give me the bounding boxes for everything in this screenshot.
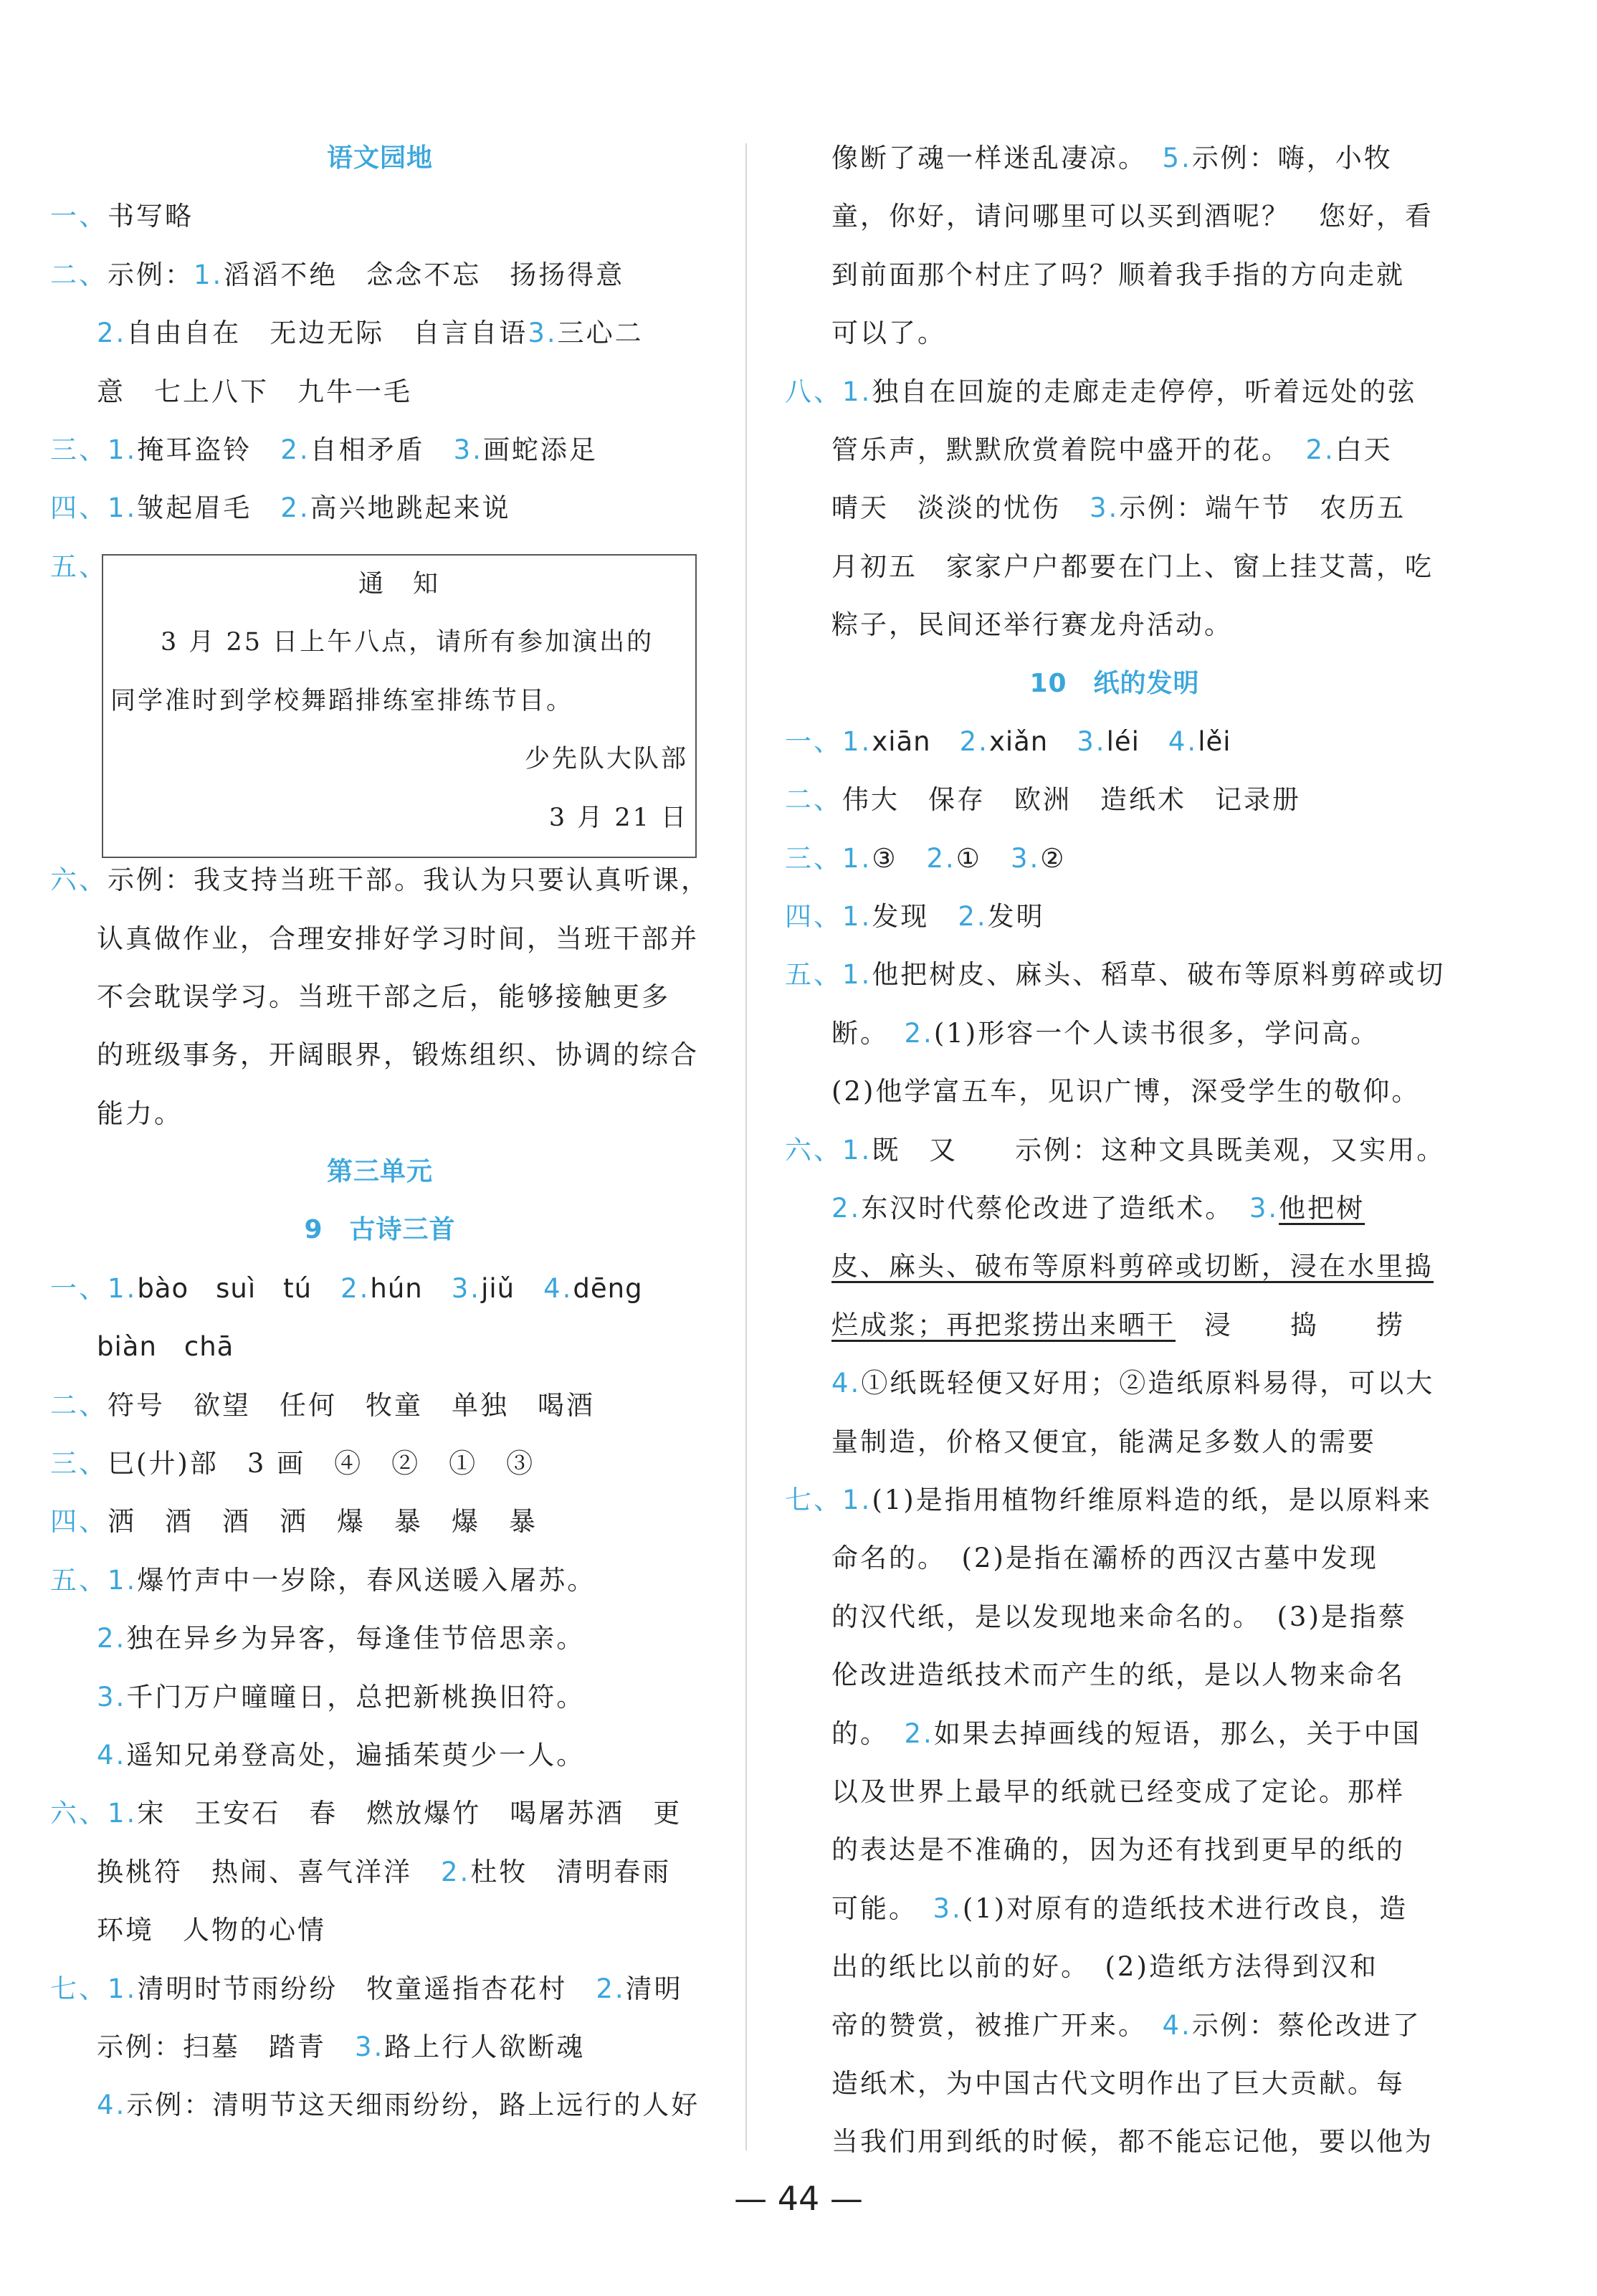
answer-line: 五、1.他把树皮、麻头、稻草、破布等原料剪碎或切	[785, 959, 1446, 991]
answer-line: 五、	[50, 551, 108, 582]
answer-line: 八、1.独自在回旋的走廊走走停停，听着远处的弦	[785, 376, 1417, 407]
answer-line: 一、1.xiān 2.xiǎn 3.léi 4.lěi	[785, 725, 1231, 757]
answer-line: 晴天 淡淡的忧伤 3.示例：端午节 农历五	[831, 492, 1406, 524]
answer-line: 三、1.③ 2.① 3.②	[785, 842, 1067, 874]
right-column	[785, 129, 1444, 2171]
answer-line: 的表达是不准确的，因为还有找到更早的纸的	[831, 1834, 1405, 1866]
lesson-title: 9 古诗三首	[304, 1215, 456, 1245]
answer-line: 能力。	[97, 1097, 183, 1129]
answer-line: 童，你好，请问哪里可以买到酒呢？ 您好，看	[831, 201, 1434, 232]
answer-line: 七、1.清明时节雨纷纷 牧童遥指杏花村 2.清明	[50, 1973, 683, 2004]
answer-line: 4.①纸既轻便又好用；②造纸原料易得，可以大	[831, 1368, 1435, 1399]
answer-line: (2)他学富五车，见识广博，深受学生的敬仰。	[831, 1076, 1421, 1107]
answer-line: 六、1.宋 王安石 春 燃放爆竹 喝屠苏酒 更	[50, 1798, 682, 1829]
lesson-title: 10 纸的发明	[1029, 668, 1200, 698]
notice-signer: 少先队大队部	[524, 745, 688, 774]
answer-line: 换桃符 热闹、喜气洋洋 2.杜牧 清明春雨	[97, 1856, 672, 1887]
answer-line: 四、1.皱起眉毛 2.高兴地跳起来说	[50, 492, 511, 524]
notice-body: 同学准时到学校舞蹈排练室排练节目。	[110, 686, 574, 715]
answer-line: 到前面那个村庄了吗？顺着我手指的方向走就	[831, 259, 1405, 290]
answer-line: 六、示例：我支持当班干部。我认为只要认真听课，	[50, 864, 710, 896]
answer-line: 意 七上八下 九牛一毛	[97, 376, 412, 407]
answer-line: 四、1.发现 2.发明	[785, 901, 1045, 933]
answer-line: 认真做作业，合理安排好学习时间，当班干部并	[97, 923, 699, 954]
answer-line: 六、1.既 又 示例：这种文具既美观，又实用。	[785, 1134, 1446, 1166]
answer-line: 烂成浆；再把浆捞出来晒干 浸 捣 捞	[831, 1309, 1405, 1340]
answer-line: 一、书写略	[50, 201, 194, 232]
answer-line: 2.东汉时代蔡伦改进了造纸术。 3.他把树	[831, 1193, 1365, 1224]
answer-line: 断。 2.(1)形容一个人读书很多，学问高。	[831, 1017, 1380, 1049]
answer-line: 可以了。	[831, 318, 946, 349]
answer-line: 以及世界上最早的纸就已经变成了定论。那样	[831, 1776, 1405, 1807]
answer-line: 七、1.(1)是指用植物纤维原料造的纸，是以原料来	[785, 1484, 1432, 1515]
section-title: 语文园地	[326, 143, 433, 173]
unit-title: 第三单元	[326, 1157, 433, 1187]
left-column	[50, 129, 710, 2135]
answer-line: 粽子，民间还举行赛龙舟活动。	[831, 609, 1233, 641]
answer-line: 环境 人物的心情	[97, 1915, 326, 1946]
answer-line: 伦改进造纸技术而产生的纸，是以人物来命名	[831, 1659, 1405, 1691]
answer-line: 二、符号 欲望 任何 牧童 单独 喝酒	[50, 1389, 595, 1421]
answer-line: 四、洒 酒 酒 洒 爆 暴 爆 暴	[50, 1506, 538, 1538]
answer-line: 月初五 家家户户都要在门上、窗上挂艾蒿，吃	[831, 551, 1434, 582]
answer-line: 2.自由自在 无边无际 自言自语3.三心二	[97, 318, 644, 349]
answer-line: 示例：扫墓 踏青 3.路上行人欲断魂	[97, 2031, 586, 2062]
answer-line: 管乐声，默默欣赏着院中盛开的花。 2.白天	[831, 434, 1393, 465]
answer-line: 三、1.掩耳盗铃 2.自相矛盾 3.画蛇添足	[50, 434, 598, 465]
answer-line: biàn chā	[97, 1331, 234, 1363]
answer-line: 的汉代纸，是以发现地来命名的。 (3)是指蔡	[831, 1601, 1407, 1632]
answer-line: 出的纸比以前的好。 (2)造纸方法得到汉和	[831, 1951, 1378, 1983]
answer-line: 一、1.bào suì tú 2.hún 3.jiǔ 4.dēng	[50, 1272, 643, 1304]
answer-line: 帝的赞赏，被推广开来。 4.示例：蔡伦改进了	[831, 2009, 1421, 2041]
answer-line: 三、巳(廾)部 3 画 ④ ② ① ③	[50, 1448, 535, 1480]
answer-line: 可能。 3.(1)对原有的造纸技术进行改良，造	[831, 1892, 1408, 1924]
answer-line: 4.遥知兄弟登高处，遍插茱萸少一人。	[97, 1739, 586, 1771]
answer-line: 皮、麻头、破布等原料剪碎或切断，浸在水里捣	[831, 1251, 1434, 1282]
answer-line: 2.独在异乡为异客，每逢佳节倍思亲。	[97, 1623, 586, 1654]
answer-line: 当我们用到纸的时候，都不能忘记他，要以他为	[831, 2126, 1434, 2158]
answer-line: 3.千门万户曈曈日，总把新桃换旧符。	[97, 1681, 586, 1713]
answer-line: 命名的。 (2)是指在灞桥的西汉古墓中发现	[831, 1543, 1378, 1574]
column-divider	[745, 143, 747, 2150]
answer-line: 量制造，价格又便宜，能满足多数人的需要	[831, 1426, 1376, 1457]
page-number: — 44 —	[734, 2179, 863, 2218]
notice-title: 通 知	[358, 570, 440, 599]
notice-date: 3 月 21 日	[548, 803, 688, 832]
notice-body: 3 月 25 日上午八点，请所有参加演出的	[161, 628, 654, 657]
answer-line: 二、示例：1.滔滔不绝 念念不忘 扬扬得意	[50, 259, 625, 290]
answer-line: 像断了魂一样迷乱凄凉。 5.示例：嗨，小牧	[831, 143, 1393, 173]
answer-line: 的。 2.如果去掉画线的短语，那么，关于中国	[831, 1718, 1421, 1749]
answer-line: 不会耽误学习。当班干部之后，能够接触更多	[97, 981, 670, 1012]
answer-line: 4.示例：清明节这天细雨纷纷，路上远行的人好	[97, 2090, 700, 2121]
answer-line: 造纸术，为中国古代文明作出了巨大贡献。每	[831, 2067, 1405, 2099]
answer-line: 二、伟大 保存 欧洲 造纸术 记录册	[785, 784, 1301, 816]
answer-line: 五、1.爆竹声中一岁除，春风送暖入屠苏。	[50, 1564, 596, 1596]
notice-box	[102, 554, 697, 858]
answer-line: 的班级事务，开阔眼界，锻炼组织、协调的综合	[97, 1039, 699, 1071]
